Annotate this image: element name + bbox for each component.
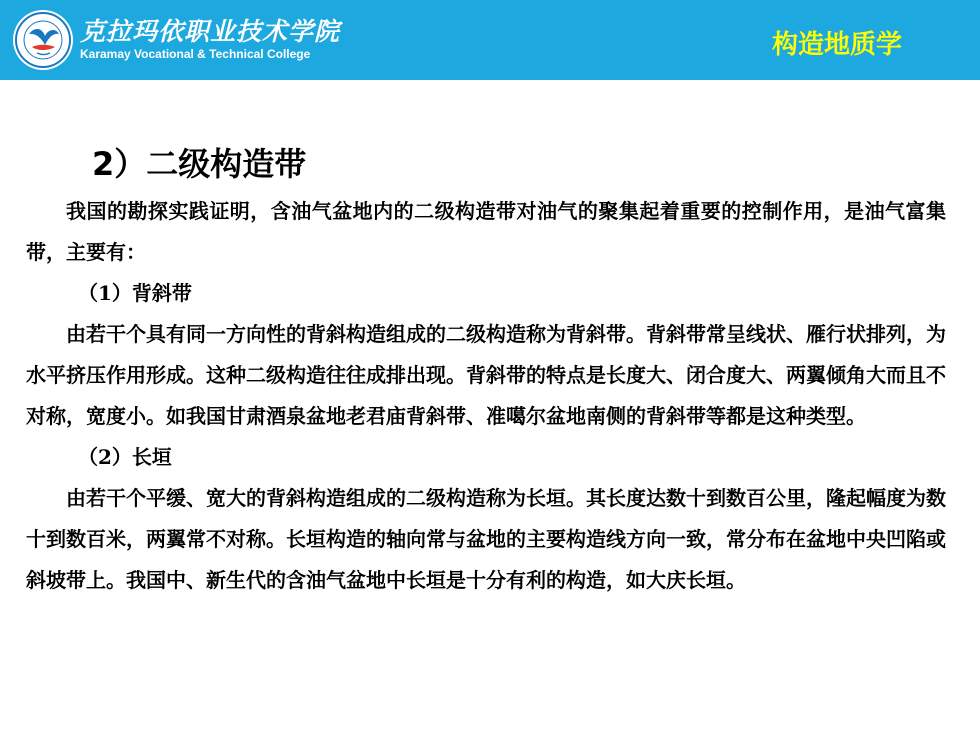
section-heading: 2）二级构造带 (92, 145, 307, 183)
placanticline-paragraph: 由若干个平缓、宽大的背斜构造组成的二级构造称为长垣。其长度达数十到数百公里，隆起幅度为数十到数百米，两翼常不对称。长垣构造的轴向常与盆地的主要构造线方向一致，常分布在盆地中央凹陷或斜坡带上。我国中、新生代的含油气盆地中长垣是十分有利的构造，如大庆长垣。 (26, 486, 946, 592)
college-name-en: Karamay Vocational & Technical College (80, 47, 311, 61)
college-name-cn: 克拉玛依职业技术学院 (80, 17, 341, 46)
subsection-title-placanticline: （2）长垣 (78, 445, 172, 469)
course-title: 构造地质学 (771, 30, 902, 60)
anticline-belt-paragraph: 由若干个具有同一方向性的背斜构造组成的二级构造称为背斜带。背斜带常呈线状、雁行状排列，为水平挤压作用形成。这种二级构造往往成排出现。背斜带的特点是长度大、闭合度大、两翼倾角大而且不对称，宽度小。如我国甘肃酒泉盆地老君庙背斜带、准噶尔盆地南侧的背斜带等都是这种类型。 (26, 322, 946, 428)
subsection-title-anticline-belt: （1）背斜带 (78, 281, 192, 305)
college-logo-icon (12, 9, 74, 71)
intro-paragraph: 我国的勘探实践证明，含油气盆地内的二级构造带对油气的聚集起着重要的控制作用，是油气富集带，主要有： (26, 199, 946, 264)
content-body (26, 191, 946, 601)
header-bar (0, 0, 980, 80)
